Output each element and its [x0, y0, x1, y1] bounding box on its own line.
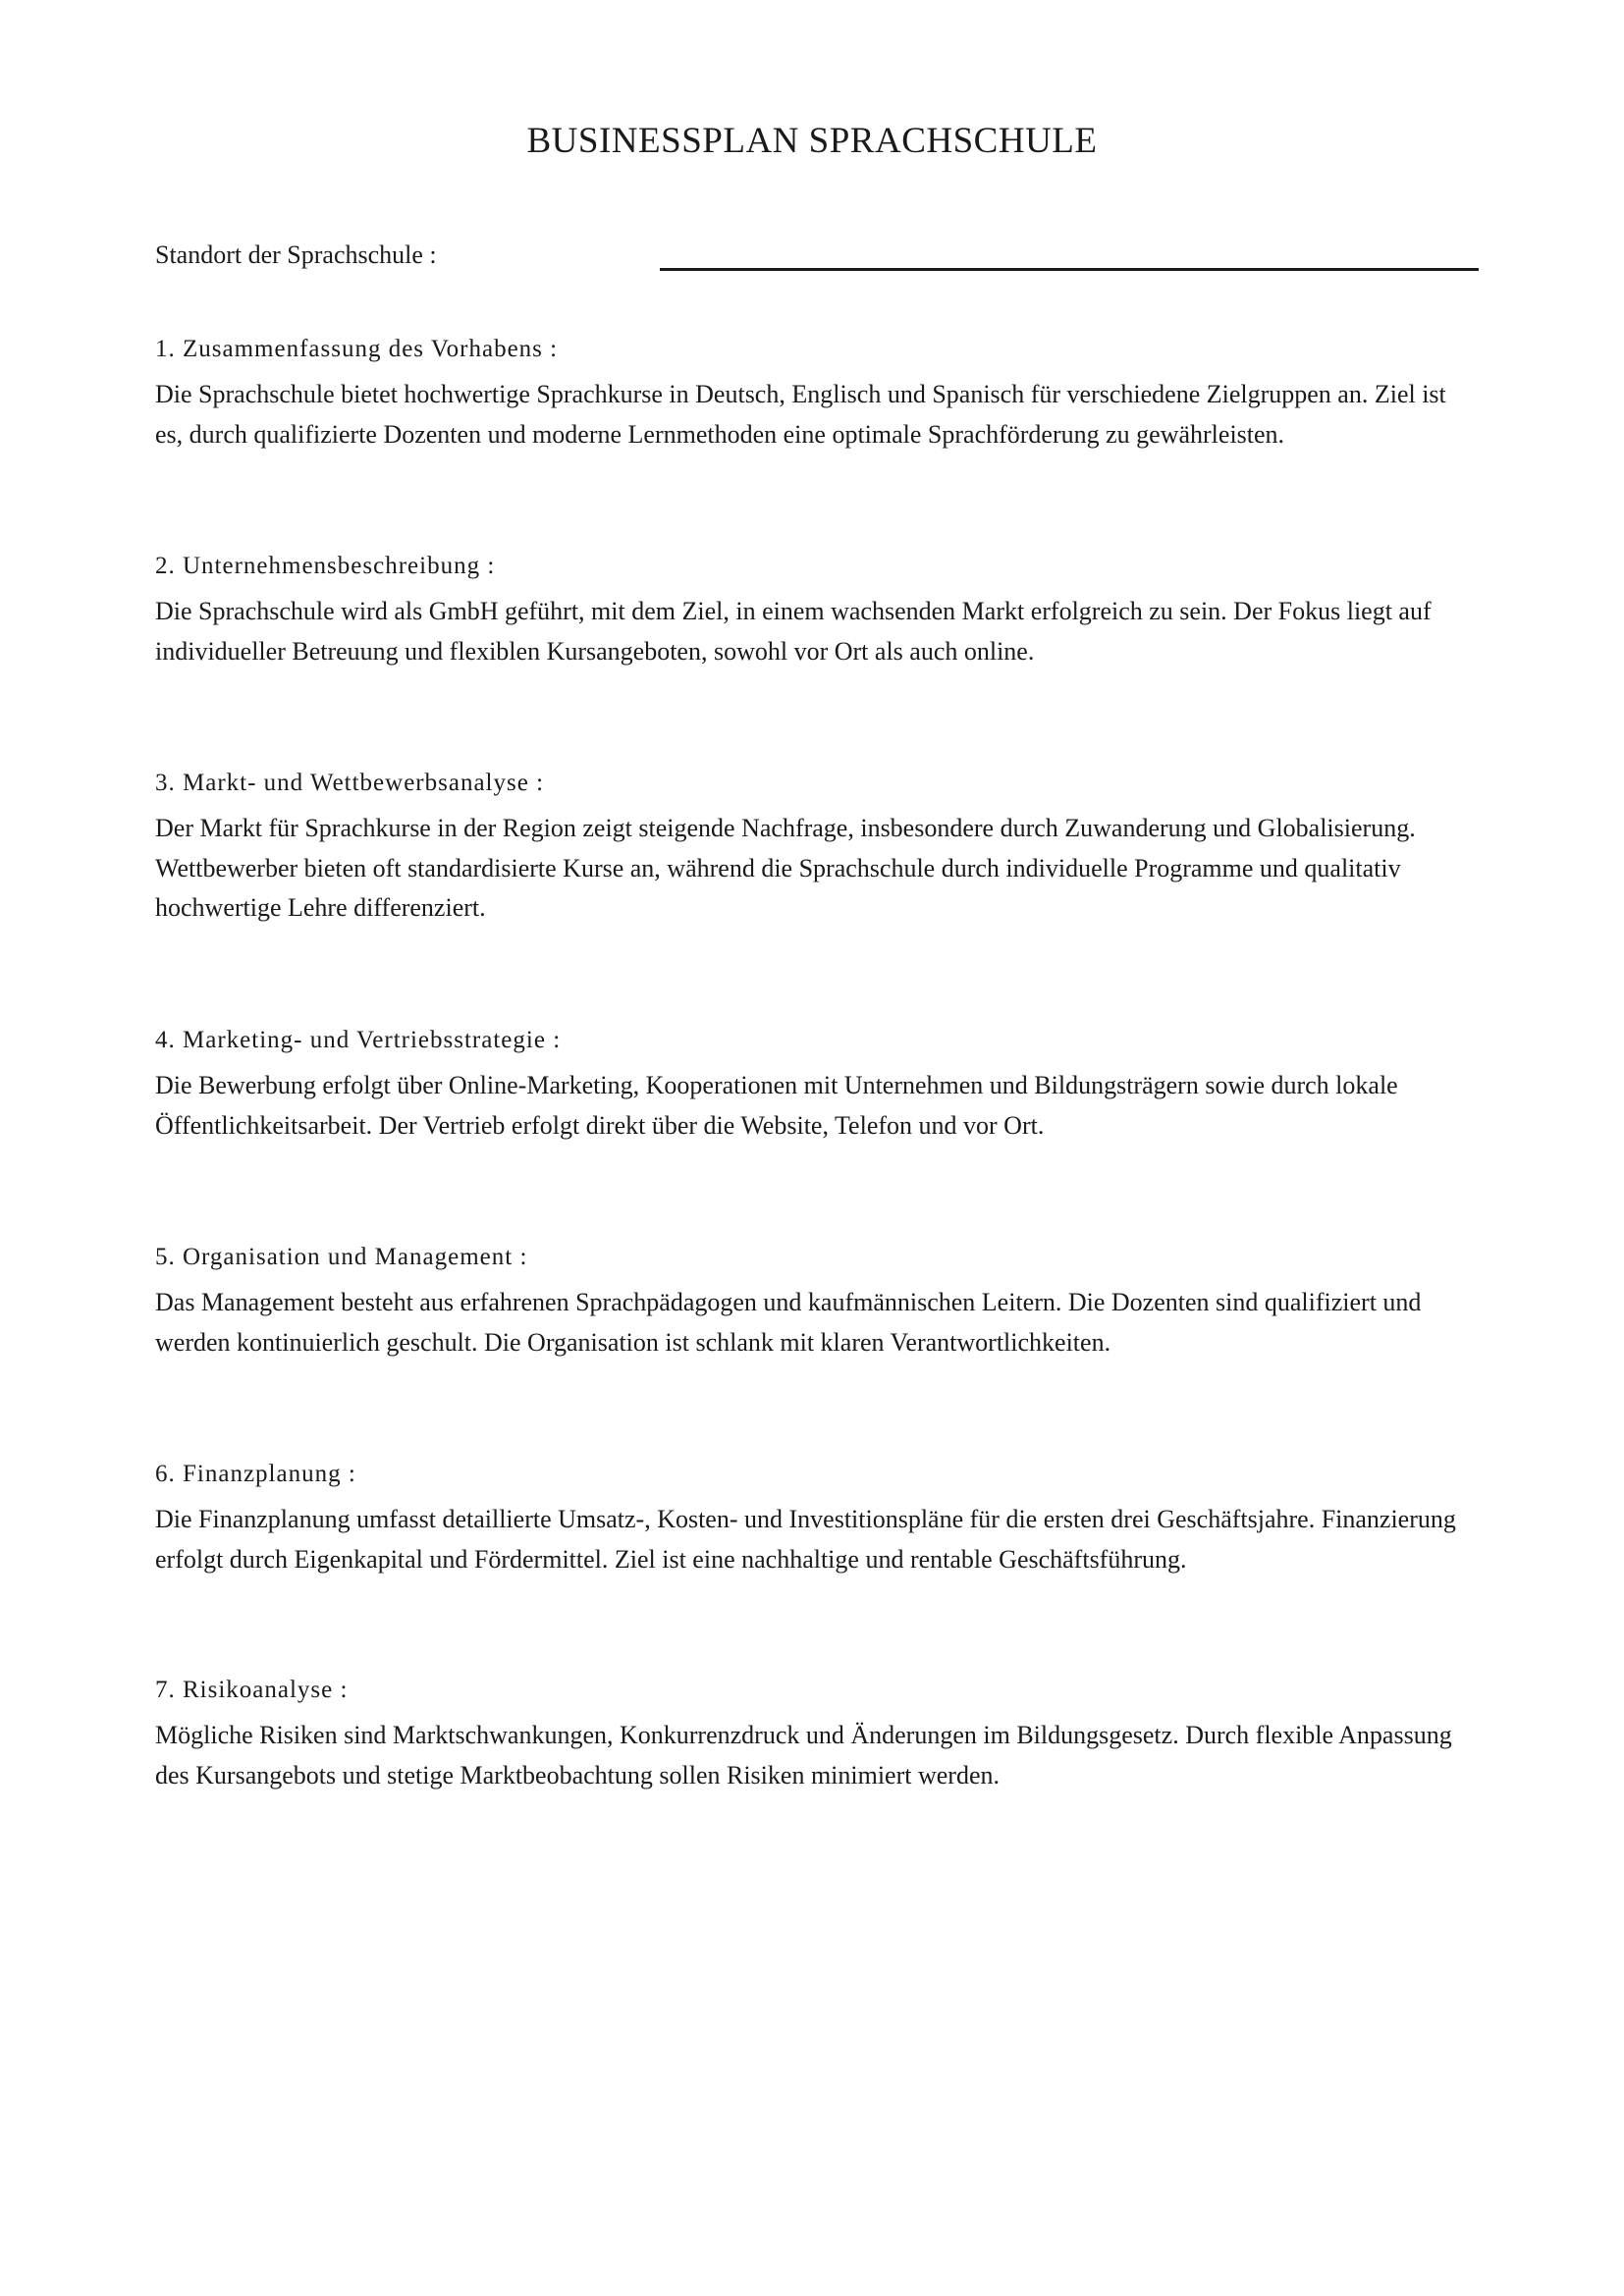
section-heading: 6. Finanzplanung : [155, 1461, 356, 1487]
section-company-description [155, 550, 1471, 671]
section-financial-planning [155, 1458, 1471, 1579]
section-body: Die Sprachschule bietet hochwertige Sprachkurse in Deutsch, Englisch und Spanisch für verschiedene Zielgruppen an. Ziel ist es, durch qualifizierte Dozenten und moderne Lernmethoden eine optimale Sprachförderung zu gewährleisten. [155, 380, 1446, 449]
location-field-row [155, 239, 1481, 278]
section-body: Der Markt für Sprachkurse in der Region zeigt steigende Nachfrage, insbesondere durch Zuwanderung und Globalisierung. Wettbewerber bieten oft standardisierte Kurse an, während die Sprachschule durch individuelle Programme und qualitativ hochwertige Lehre differenziert. [155, 814, 1416, 922]
section-heading: 7. Risikoanalyse : [155, 1677, 349, 1703]
section-body: Die Bewerbung erfolgt über Online-Marketing, Kooperationen mit Unternehmen und Bildungsträgern sowie durch lokale Öffentlichkeitsarbeit. Der Vertrieb erfolgt direkt über die Website, Telefon und vor Ort. [155, 1071, 1398, 1140]
section-heading: 1. Zusammenfassung des Vorhabens : [155, 336, 559, 362]
section-summary [155, 333, 1471, 454]
section-risk-analysis [155, 1674, 1471, 1795]
section-body: Die Sprachschule wird als GmbH geführt, mit dem Ziel, in einem wachsenden Markt erfolgreich zu sein. Der Fokus liegt auf individueller Betreuung und flexiblen Kursangeboten, sowohl vor Ort als auch online. [155, 597, 1432, 666]
section-organisation [155, 1241, 1471, 1362]
location-input-line[interactable] [660, 268, 1479, 271]
section-market-analysis [155, 767, 1471, 929]
section-body: Die Finanzplanung umfasst detaillierte Umsatz-, Kosten- und Investitionspläne für die ersten drei Geschäftsjahre. Finanzierung erfolgt durch Eigenkapital und Fördermittel. Ziel ist eine nachhaltige und rentable Geschäftsführung. [155, 1505, 1456, 1574]
section-body: Das Management besteht aus erfahrenen Sprachpädagogen und kaufmännischen Leitern. Die Dozenten sind qualifiziert und werden kontinuierlich geschult. Die Organisation ist schlank mit klaren Verantwortlichkeiten. [155, 1288, 1422, 1357]
section-heading: 2. Unternehmensbeschreibung : [155, 553, 496, 579]
section-marketing-strategy [155, 1024, 1471, 1146]
section-body: Mögliche Risiken sind Marktschwankungen, Konkurrenzdruck und Änderungen im Bildungsgesetz. Durch flexible Anpassung des Kursangebots und stetige Marktbeobachtung sollen Risiken minimiert werden. [155, 1721, 1452, 1789]
location-label: Standort der Sprachschule : [155, 240, 437, 269]
section-heading: 3. Markt- und Wettbewerbsanalyse : [155, 770, 545, 796]
section-heading: 4. Marketing- und Vertriebsstrategie : [155, 1027, 562, 1053]
document-title: BUSINESSPLAN SPRACHSCHULE [526, 121, 1098, 161]
section-heading: 5. Organisation und Management : [155, 1244, 528, 1270]
